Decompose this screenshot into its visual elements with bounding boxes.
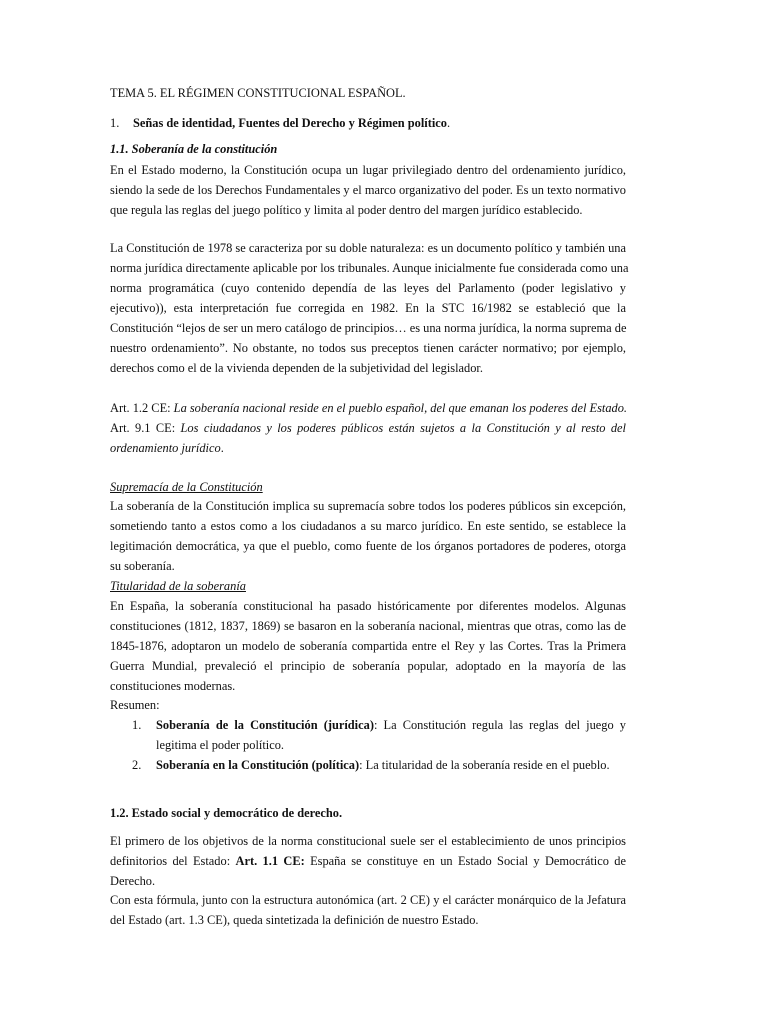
paragraph-line: Guerra Mundial, prevaleció el principio de soberanía popular, adoptado en la mayoría de las [110,659,626,673]
subsection-heading-1-2 [110,805,626,821]
article-9-1-quote [110,420,626,436]
paragraph-line: Derecho. [110,874,156,888]
paragraph-line: ejecutivo)), esta interpretación fue corregida en 1982. En la STC 16/1982 se estableció que la [110,301,626,315]
paragraph-line: En el Estado moderno, la Constitución ocupa un lugar privilegiado dentro del ordenamiento jurídico, [110,163,626,177]
paragraph-line: norma jurídica directamente aplicable por los tribunales. Aunque inicialmente fue considerada como una [110,261,629,275]
list-item-text: : La titularidad de la soberanía reside en el pueblo. [359,758,610,772]
text-run: definitorios del Estado: [110,854,236,868]
supremacia-heading-text: Supremacía de la Constitución [110,480,263,494]
article-period: . [220,441,224,455]
subsection-heading-1-2-text: 1.2. Estado social y democrático de derecho. [110,806,343,820]
resumen-label: Resumen: [110,698,160,712]
article-label-bold: Art. 1.1 CE: [235,854,305,868]
article-label: Art. 1.2 CE: [110,401,174,415]
titularidad-heading [110,578,626,594]
article-text: ordenamiento jurídico [110,441,221,455]
paragraph-line: que regula las reglas del juego político y limita al poder dentro del margen jurídico establecido. [110,203,583,217]
list-item [156,717,626,733]
paragraph-line: constituciones (1812, 1837, 1869) se basaron en la soberanía nacional, mientras que otras, como las de [110,619,626,633]
list-item-bold: Soberanía en la Constitución (política) [156,758,360,772]
subsection-heading-1-1 [110,141,626,157]
subsection-heading-1-1-text: 1.1. Soberanía de la constitución [110,142,278,156]
list-item-number: 2. [132,758,142,772]
paragraph-line: nuestro ordenamiento”. No obstante, no todos sus preceptos tienen carácter normativo; por ejemplo, [110,341,626,355]
paragraph-line: del Estado (art. 1.3 CE), queda sintetizada la definición de nuestro Estado. [110,913,479,927]
titularidad-heading-text: Titularidad de la soberanía [110,579,246,593]
supremacia-heading [110,479,626,495]
paragraph-line: derechos como el de la vivienda dependen de la subjetividad del legislador. [110,361,483,375]
text-run: España se constituye en un Estado Social y Democrático de [304,854,626,868]
list-item-cont: legitima el poder político. [156,738,285,752]
list-item-number: 1. [132,718,142,732]
article-text: La soberanía nacional reside en el pueblo español, del que emanan los poderes del Estado. [173,401,628,415]
document-title: TEMA 5. EL RÉGIMEN CONSTITUCIONAL ESPAÑOL. [110,86,406,100]
article-label: Art. 9.1 CE: [110,421,181,435]
paragraph-line: 1845-1876, adoptaron un modelo de soberanía compartida entre el Rey y las Cortes. Tras la Primera [110,639,626,653]
paragraph-line: En España, la soberanía constitucional ha pasado históricamente por diferentes modelos. Algunas [110,599,626,613]
section-number: 1. [110,116,120,130]
section-heading-period: . [447,116,451,130]
paragraph-line: constituciones modernas. [110,679,236,693]
paragraph-line: Con esta fórmula, junto con la estructura autonómica (art. 2 CE) y el carácter monárquico de la Jefatura [110,893,626,907]
article-text: Los ciudadanos y los poderes públicos están sujetos a la Constitución y al resto del [180,421,626,435]
paragraph-line: legitimación democrática, ya que el pueblo, como fuente de los órganos portadores de poderes, otorga [110,539,626,553]
paragraph-line: siendo la sede de los Derechos Fundamentales y el marco organizativo del poder. Es un texto normativo [110,183,626,197]
list-item-bold: Soberanía de la Constitución (jurídica) [156,718,374,732]
paragraph-line: sometiendo tanto a estos como a los ciudadanos a su marco jurídico. En este sentido, se establece la [110,519,626,533]
paragraph-line: norma programática (cuyo contenido dependía de las leyes del Parlamento (poder legislativo y [110,281,626,295]
paragraph-line: La soberanía de la Constitución implica su supremacía sobre todos los poderes públicos sin excepción, [110,499,626,513]
paragraph-line: El primero de los objetivos de la norma constitucional suele ser el establecimiento de unos principios [110,834,626,848]
article-1-2-quote [110,400,626,416]
paragraph-line: La Constitución de 1978 se caracteriza por su doble naturaleza: es un documento político y también una [110,241,626,255]
list-item [156,757,626,773]
section-heading [133,115,628,131]
paragraph-line: su soberanía. [110,559,175,573]
section-heading-text: Señas de identidad, Fuentes del Derecho y Régimen político [133,116,448,130]
paragraph-line: Constitución “lejos de ser un mero catálogo de principios… es una norma jurídica, la norma suprema de [110,321,627,335]
list-item-text: : La Constitución regula las reglas del juego y [373,718,626,732]
article-9-1-quote-cont [110,440,626,456]
paragraph-line [110,853,626,869]
